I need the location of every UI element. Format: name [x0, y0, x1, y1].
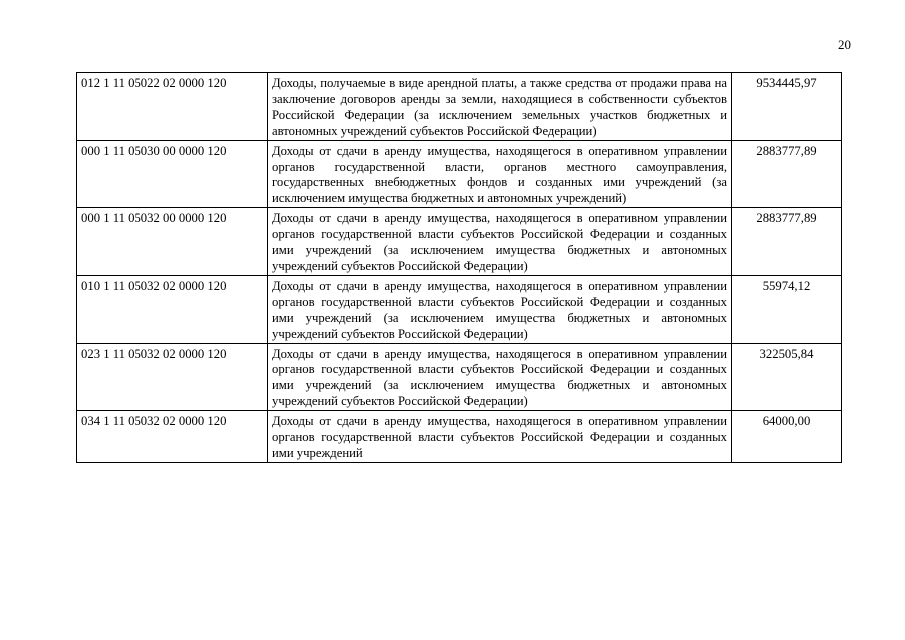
row-description-cell: Доходы от сдачи в аренду имущества, находящегося в оперативном управлении органов государственной власти субъектов Российской Федерации и созданных ими учреждений (за исключением имущества бюджетных и автономных учреждений субъектов Российской Федерации) [268, 208, 732, 276]
row-amount-cell: 9534445,97 [732, 73, 842, 141]
page-number: 20 [838, 37, 851, 52]
table-row [77, 275, 842, 343]
row-code-cell: 000 1 11 05032 00 0000 120 [77, 208, 268, 276]
row-description-cell: Доходы от сдачи в аренду имущества, находящегося в оперативном управлении органов государственной власти субъектов Российской Федерации и созданных ими учреждений (за исключением имущества бюджетных и автономных учреждений субъектов Российской Федерации) [268, 275, 732, 343]
row-amount-cell: 55974,12 [732, 275, 842, 343]
table-row [77, 411, 842, 463]
row-amount-cell: 322505,84 [732, 343, 842, 411]
table-row [77, 208, 842, 276]
table-row [77, 73, 842, 141]
row-description-cell: Доходы от сдачи в аренду имущества, находящегося в оперативном управлении органов государственной власти, органов местного самоуправления, государственных внебюджетных фондов и созданных ими учреждений (за исключением имущества бюджетных и автономных учреждений) [268, 140, 732, 208]
table-row [77, 343, 842, 411]
row-code-cell: 023 1 11 05032 02 0000 120 [77, 343, 268, 411]
row-code-cell: 034 1 11 05032 02 0000 120 [77, 411, 268, 463]
row-amount-cell: 64000,00 [732, 411, 842, 463]
row-description-cell: Доходы от сдачи в аренду имущества, находящегося в оперативном управлении органов государственной власти субъектов Российской Федерации и созданных ими учреждений [268, 411, 732, 463]
row-code-cell: 012 1 11 05022 02 0000 120 [77, 73, 268, 141]
row-amount-cell: 2883777,89 [732, 208, 842, 276]
row-description-cell: Доходы, получаемые в виде арендной платы, а также средства от продажи права на заключение договоров аренды за земли, находящиеся в собственности субъектов Российской Федерации (за исключением земельных участков бюджетных и автономных учреждений субъектов Российской Федерации) [268, 73, 732, 141]
row-code-cell: 000 1 11 05030 00 0000 120 [77, 140, 268, 208]
budget-table [76, 72, 842, 463]
table-row [77, 140, 842, 208]
row-code-cell: 010 1 11 05032 02 0000 120 [77, 275, 268, 343]
row-amount-cell: 2883777,89 [732, 140, 842, 208]
row-description-cell: Доходы от сдачи в аренду имущества, находящегося в оперативном управлении органов государственной власти субъектов Российской Федерации и созданных ими учреждений (за исключением имущества бюджетных и автономных учреждений субъектов Российской Федерации) [268, 343, 732, 411]
